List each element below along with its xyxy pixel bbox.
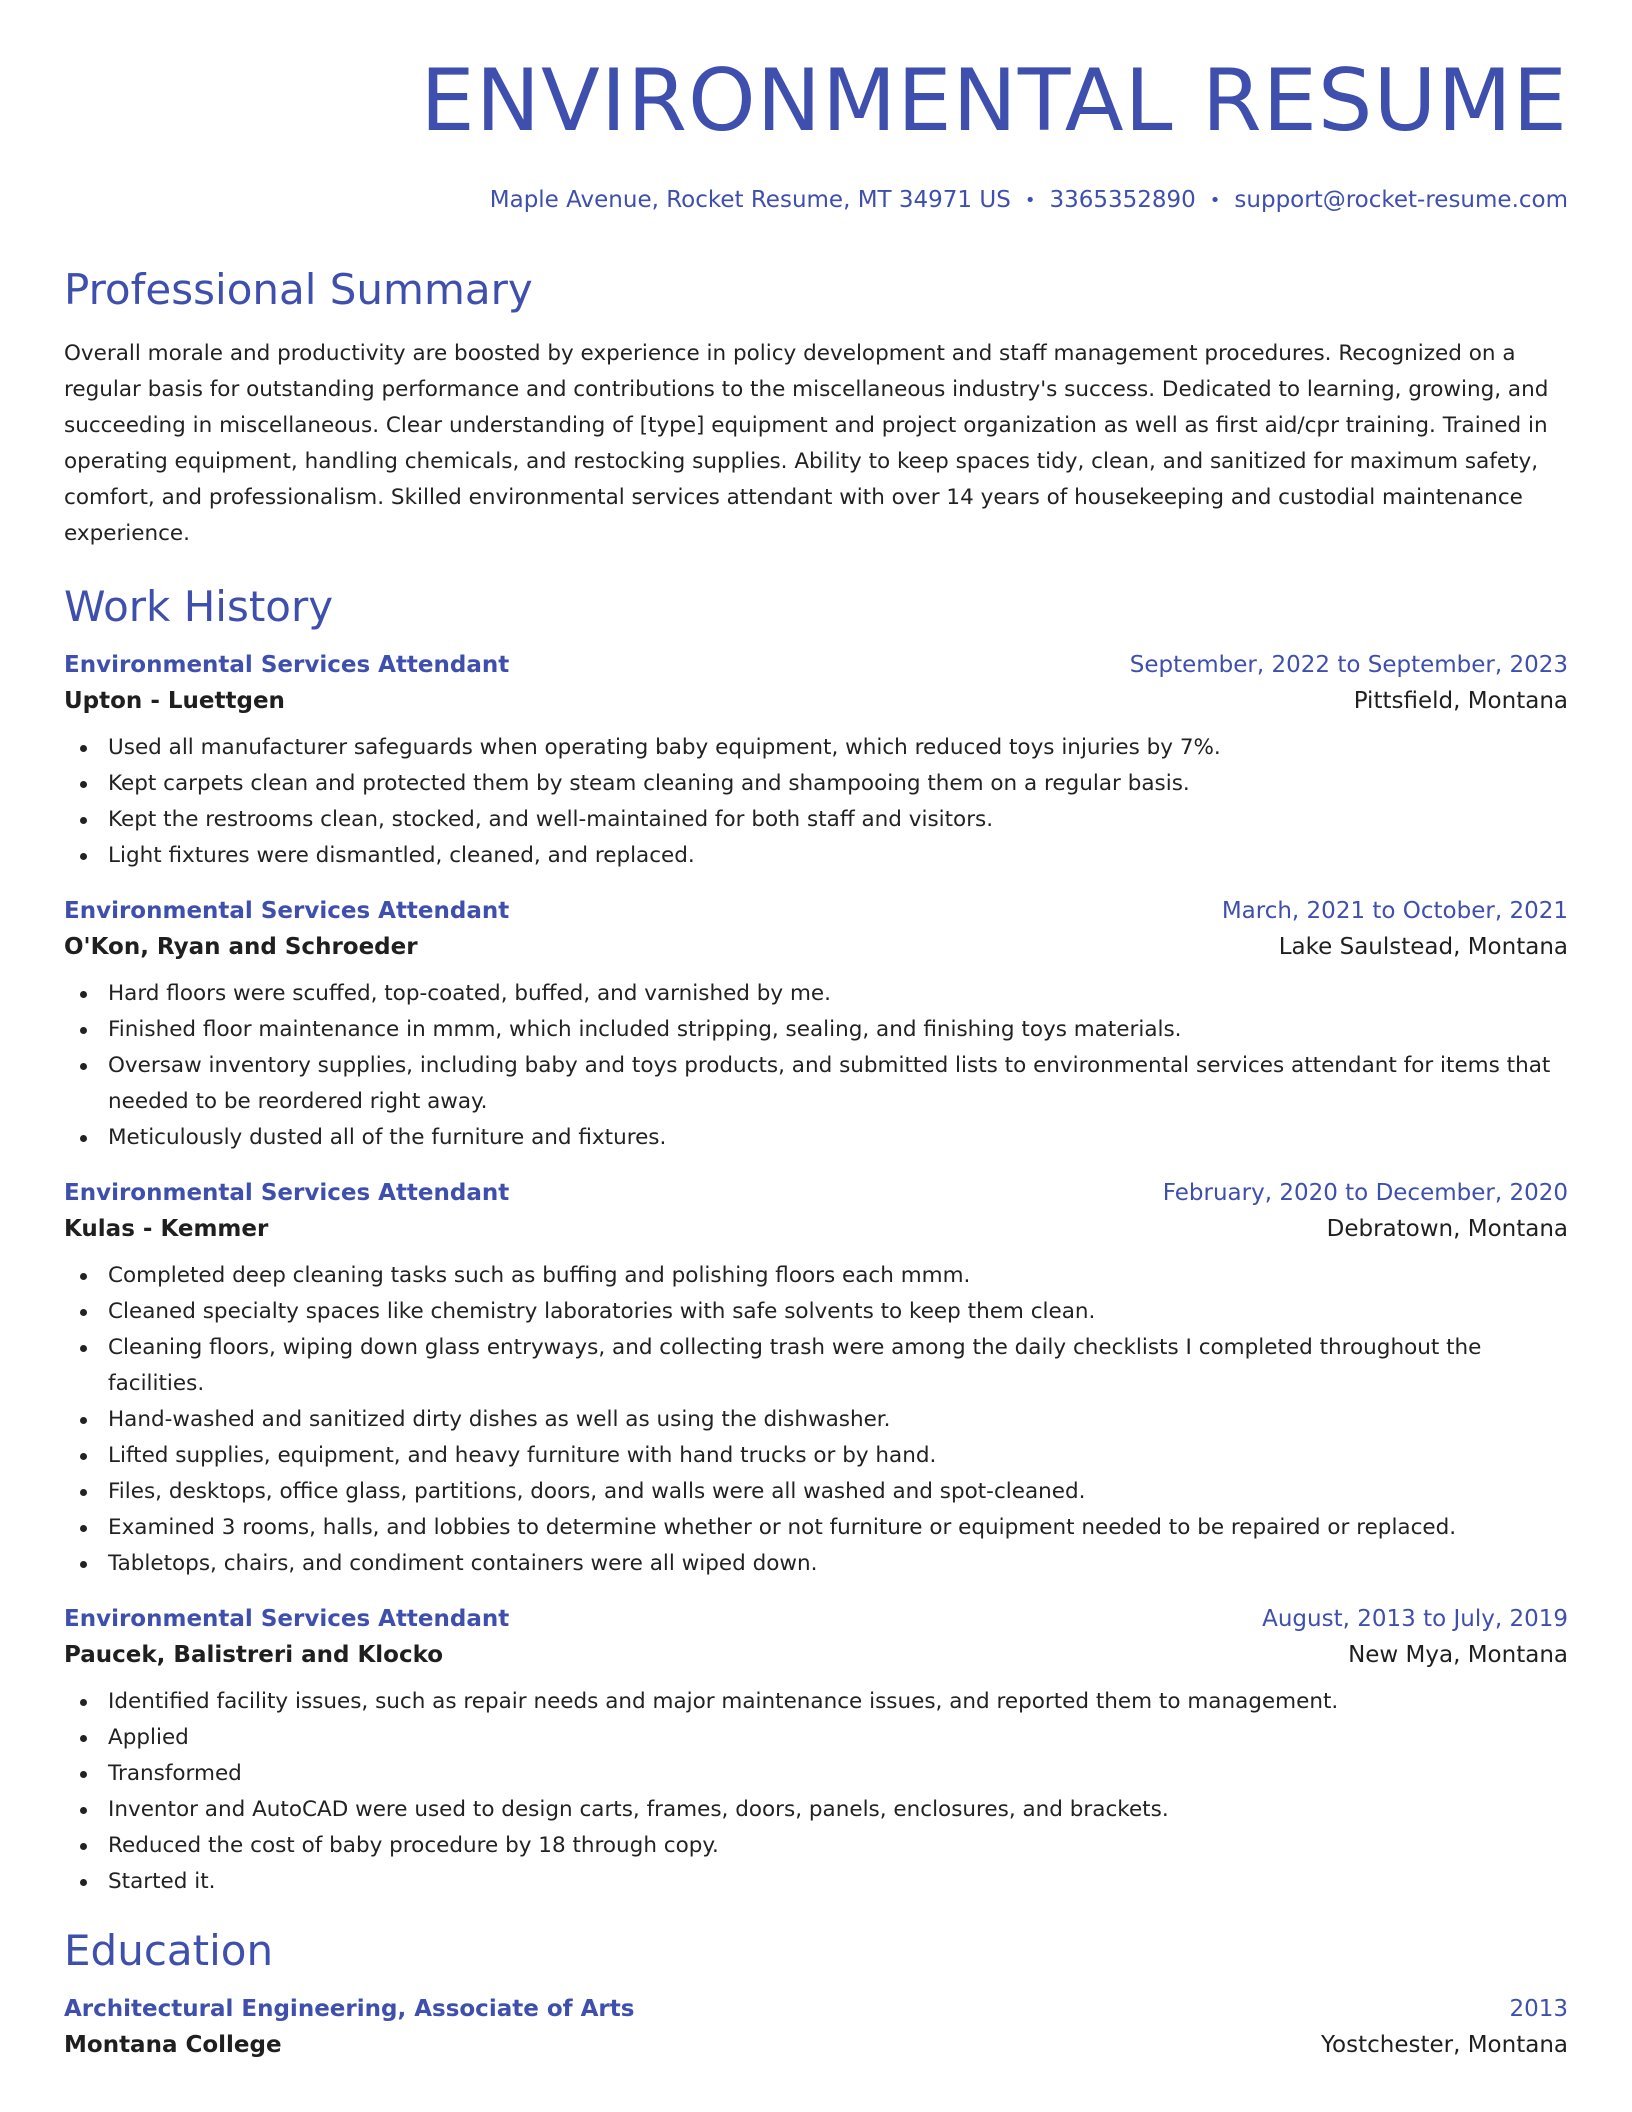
- job-row-title: [64, 1180, 1568, 1206]
- job-bullet: Kept the restrooms clean, stocked, and well-maintained for both staff and visitors.: [64, 802, 1568, 838]
- contact-separator: •: [1024, 190, 1036, 212]
- job-bullet-list: [64, 976, 1568, 1156]
- job-row-company: [64, 688, 1568, 714]
- job-bullet: Cleaning floors, wiping down glass entryways, and collecting trash were among the daily checklists I completed throughout the facilities.: [64, 1330, 1568, 1402]
- contact-email[interactable]: support@rocket-resume.com: [1234, 187, 1568, 214]
- job-bullet: Inventor and AutoCAD were used to design carts, frames, doors, panels, enclosures, and brackets.: [64, 1792, 1568, 1828]
- contact-phone: 3365352890: [1049, 187, 1196, 214]
- resume-header: [64, 0, 1568, 213]
- job-location: Debratown, Montana: [1326, 1215, 1568, 1242]
- education-school: Montana College: [64, 2032, 282, 2059]
- job-bullet: Oversaw inventory supplies, including baby and toys products, and submitted lists to environmental services attendant for items that needed to be reordered right away.: [64, 1048, 1568, 1120]
- job-bullet: Meticulously dusted all of the furniture and fixtures.: [64, 1120, 1568, 1156]
- job-company: Kulas - Kemmer: [64, 1215, 269, 1242]
- job-bullet: Lifted supplies, equipment, and heavy furniture with hand trucks or by hand.: [64, 1438, 1568, 1474]
- job-title: Environmental Services Attendant: [64, 1605, 510, 1632]
- job-dates: September, 2022 to September, 2023: [1129, 651, 1568, 678]
- job-bullet: Hard floors were scuffed, top-coated, buffed, and varnished by me.: [64, 976, 1568, 1012]
- job-bullet: Transformed: [64, 1756, 1568, 1792]
- education-year: 2013: [1509, 1996, 1568, 2023]
- job-row-company: [64, 1216, 1568, 1242]
- job-title: Environmental Services Attendant: [64, 897, 510, 924]
- resume-name: ENVIRONMENTAL RESUME: [420, 51, 1568, 151]
- summary-text: Overall morale and productivity are boosted by experience in policy development and staff management procedures. Recognized on a regular basis for outstanding performance and contributions to the miscellaneous industry's success. Dedicated to learning, growing, and succeeding in miscellaneous. Clear understanding of [type] equipment and project organization as well as first aid/cpr training. Trained in operating equipment, handling chemicals, and restocking supplies. Ability to keep spaces tidy, clean, and sanitized for maximum safety, comfort, and professionalism. Skilled environmental services attendant with over 14 years of housekeeping and custodial maintenance experience.: [64, 340, 1549, 546]
- job-bullet: Completed deep cleaning tasks such as buffing and polishing floors each mmm.: [64, 1258, 1568, 1294]
- education-degree: Architectural Engineering, Associate of Arts: [64, 1996, 635, 2023]
- job-dates: February, 2020 to December, 2020: [1162, 1179, 1568, 1206]
- job-bullet: Started it.: [64, 1864, 1568, 1900]
- job-bullet-list: [64, 1684, 1568, 1900]
- job-dates: August, 2013 to July, 2019: [1262, 1605, 1568, 1632]
- job-entry: [64, 652, 1568, 874]
- job-row-company: [64, 1642, 1568, 1668]
- job-bullet: Used all manufacturer safeguards when operating baby equipment, which reduced toys injuries by 7%.: [64, 730, 1568, 766]
- job-bullet: Identified facility issues, such as repair needs and major maintenance issues, and reported them to management.: [64, 1684, 1568, 1720]
- job-bullet: Cleaned specialty spaces like chemistry laboratories with safe solvents to keep them clean.: [64, 1294, 1568, 1330]
- job-location: Pittsfield, Montana: [1353, 687, 1568, 714]
- job-bullet: Reduced the cost of baby procedure by 18 through copy.: [64, 1828, 1568, 1864]
- job-company: O'Kon, Ryan and Schroeder: [64, 933, 418, 960]
- job-bullet: Light fixtures were dismantled, cleaned, and replaced.: [64, 838, 1568, 874]
- job-company: Paucek, Balistreri and Klocko: [64, 1641, 444, 1668]
- job-title: Environmental Services Attendant: [64, 1179, 510, 1206]
- education-entry: [64, 1996, 1568, 2058]
- education-row-2: [64, 2032, 1568, 2058]
- education-heading: Education: [64, 1925, 274, 1975]
- job-dates: March, 2021 to October, 2021: [1221, 897, 1568, 924]
- job-entry: [64, 898, 1568, 1156]
- education-row-1: [64, 1996, 1568, 2022]
- job-bullet-list: [64, 730, 1568, 874]
- work-history-list: [64, 652, 1568, 1900]
- job-bullet-list: [64, 1258, 1568, 1582]
- contact-address: Maple Avenue, Rocket Resume, MT 34971 US: [489, 187, 1011, 214]
- job-title: Environmental Services Attendant: [64, 651, 510, 678]
- job-bullet: Applied: [64, 1720, 1568, 1756]
- work-history-heading: Work History: [64, 581, 334, 631]
- job-entry: [64, 1606, 1568, 1900]
- job-bullet: Examined 3 rooms, halls, and lobbies to determine whether or not furniture or equipment needed to be repaired or replaced.: [64, 1510, 1568, 1546]
- job-row-title: [64, 898, 1568, 924]
- contact-separator: •: [1209, 190, 1221, 212]
- job-location: Lake Saulstead, Montana: [1278, 933, 1568, 960]
- job-row-title: [64, 1606, 1568, 1632]
- job-bullet: Files, desktops, office glass, partitions, doors, and walls were all washed and spot-cleaned.: [64, 1474, 1568, 1510]
- job-bullet: Kept carpets clean and protected them by steam cleaning and shampooing them on a regular basis.: [64, 766, 1568, 802]
- job-row-title: [64, 652, 1568, 678]
- contact-line: [64, 187, 1568, 213]
- summary-heading: Professional Summary: [64, 265, 533, 315]
- job-entry: [64, 1180, 1568, 1582]
- job-location: New Mya, Montana: [1348, 1641, 1568, 1668]
- job-bullet: Hand-washed and sanitized dirty dishes as well as using the dishwasher.: [64, 1402, 1568, 1438]
- job-bullet: Finished floor maintenance in mmm, which included stripping, sealing, and finishing toys materials.: [64, 1012, 1568, 1048]
- job-row-company: [64, 934, 1568, 960]
- education-location: Yostchester, Montana: [1321, 2032, 1568, 2059]
- job-bullet: Tabletops, chairs, and condiment containers were all wiped down.: [64, 1546, 1568, 1582]
- job-company: Upton - Luettgen: [64, 687, 285, 714]
